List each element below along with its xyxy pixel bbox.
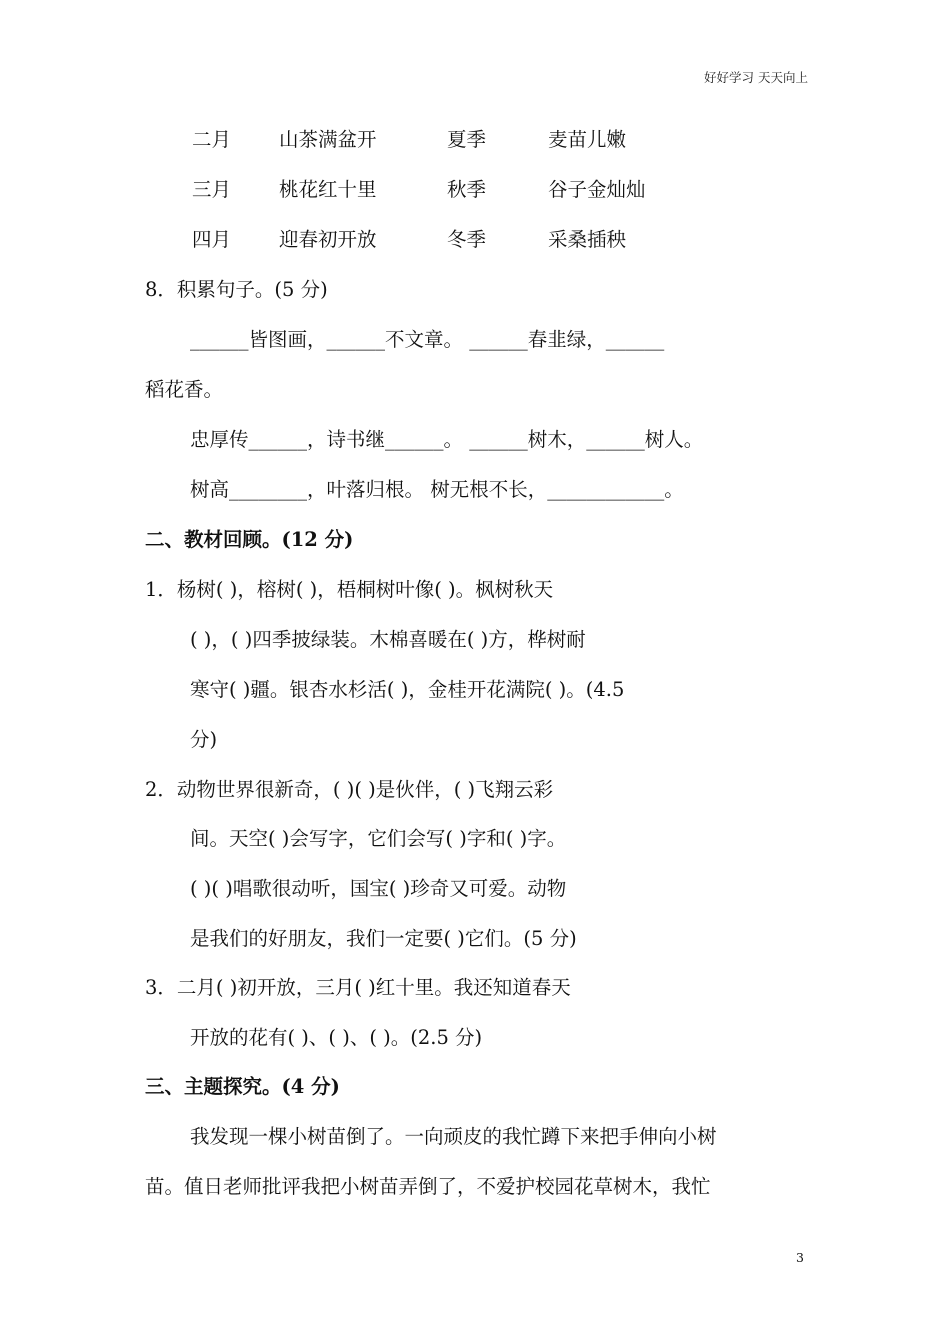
question-2-line: 间。天空( )会写字，它们会写( )字和( )字。 — [190, 827, 567, 850]
page-header: 好好学习 天天向上 — [704, 70, 808, 85]
question-8-line: 稻花香。 — [145, 378, 224, 401]
question-3-line: 开放的花有( )、( )、( )。(2.5 分) — [190, 1026, 483, 1049]
matching-season: 秋季 — [447, 178, 487, 201]
matching-flower: 迎春初开放 — [279, 228, 377, 251]
question-2-line: ( )( )唱歌很动听，国宝( )珍奇又可爱。动物 — [190, 877, 567, 900]
question-2-line: 是我们的好朋友，我们一定要( )它们。(5 分) — [190, 927, 577, 950]
matching-season: 冬季 — [447, 228, 487, 251]
question-3-line: 3．二月( )初开放，三月( )红十里。我还知道春天 — [145, 976, 571, 999]
question-1-line: 寒守( )疆。银杏水杉活( )，金桂开花满院( )。(4.5 — [190, 678, 625, 701]
question-8-title: 8．积累句子。(5 分) — [145, 278, 328, 301]
question-1-line: ( )，( )四季披绿装。木棉喜暖在( )方，桦树耐 — [190, 628, 586, 651]
matching-flower: 山茶满盆开 — [279, 128, 377, 151]
matching-season: 夏季 — [447, 128, 487, 151]
question-8-line: 树高________，叶落归根。 树无根不长，____________。 — [190, 478, 684, 501]
question-2-line: 2．动物世界很新奇，( )( )是伙伴，( )飞翔云彩 — [145, 778, 554, 801]
matching-scene: 麦苗儿嫩 — [548, 128, 627, 151]
page-number: 3 — [796, 1250, 804, 1265]
section-3-paragraph: 苗。值日老师批评我把小树苗弄倒了，不爱护校园花草树木，我忙 — [145, 1175, 711, 1198]
section-2-title: 二、教材回顾。(12 分) — [145, 528, 354, 551]
matching-month: 四月 — [192, 228, 232, 251]
question-1-line: 1．杨树( )，榕树( )，梧桐树叶像( )。枫树秋天 — [145, 578, 554, 601]
question-8-line: 忠厚传______，诗书继______。 ______树木，______树人。 — [190, 428, 704, 451]
matching-month: 三月 — [192, 178, 232, 201]
question-8-line: ______皆图画，______不文章。 ______春韭绿，______ — [190, 328, 665, 351]
matching-month: 二月 — [192, 128, 232, 151]
section-3-title: 三、主题探究。(4 分) — [145, 1075, 340, 1098]
matching-scene: 谷子金灿灿 — [548, 178, 646, 201]
question-1-line: 分) — [190, 728, 218, 751]
matching-flower: 桃花红十里 — [279, 178, 377, 201]
section-3-paragraph: 我发现一棵小树苗倒了。一向顽皮的我忙蹲下来把手伸向小树 — [190, 1125, 717, 1148]
matching-scene: 采桑插秧 — [548, 228, 627, 251]
